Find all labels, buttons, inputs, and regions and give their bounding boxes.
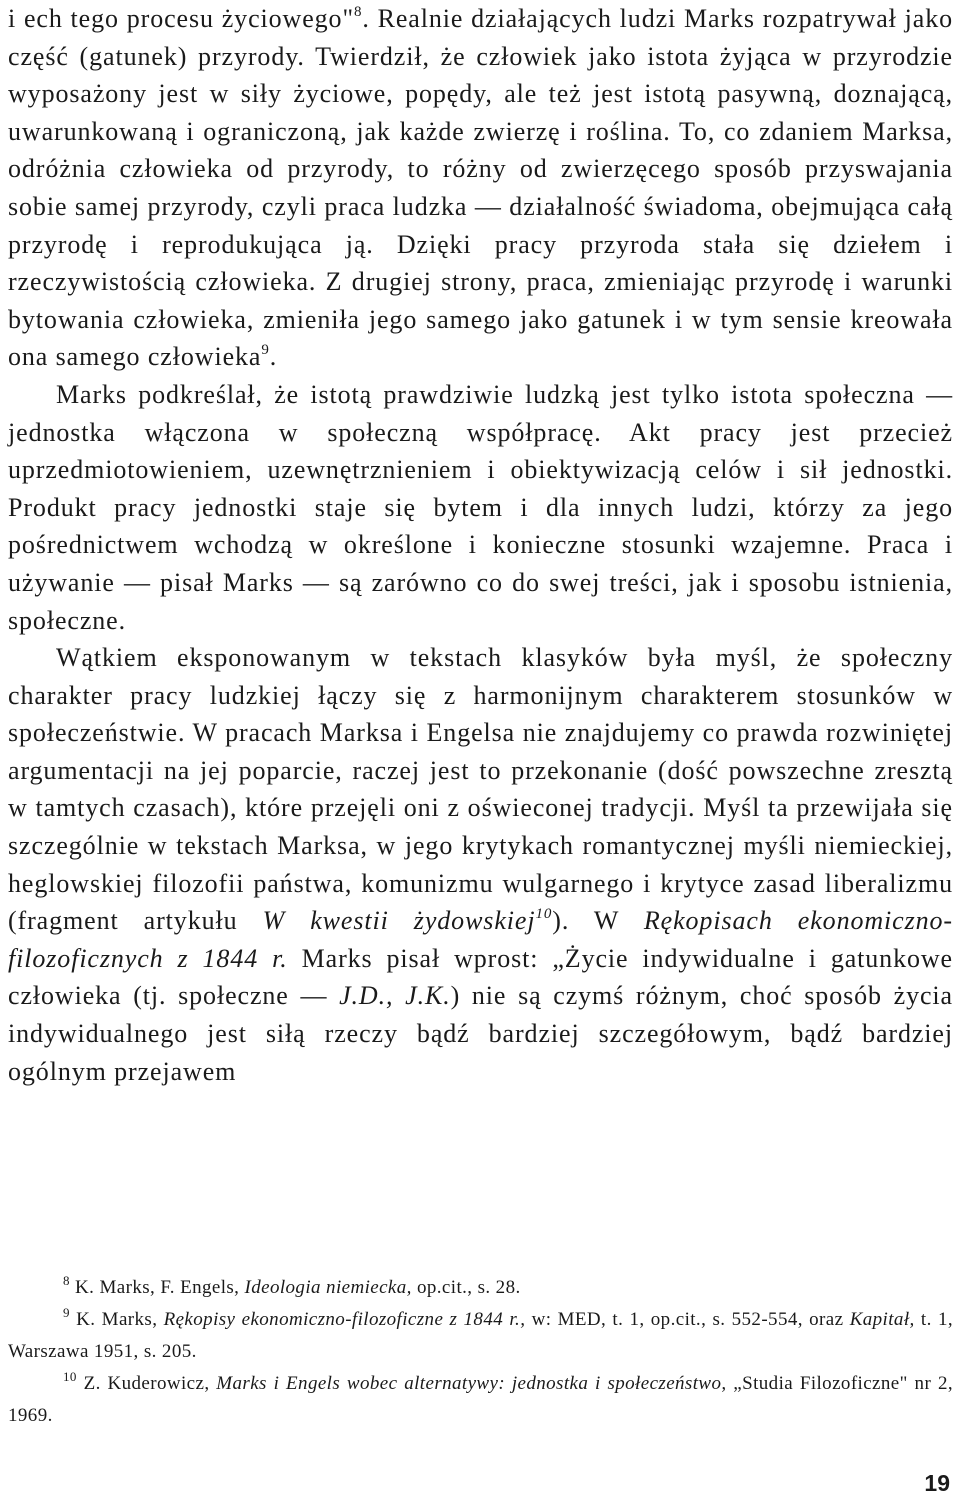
- italic-initials: J.D., J.K.: [339, 981, 451, 1011]
- paragraph-1: [8, 0, 953, 376]
- text-run: „Studia Filozoficzne" nr 2, 1969.: [8, 1373, 953, 1426]
- body-text: [8, 0, 953, 1090]
- text-run: op.cit., s. 28.: [411, 1277, 521, 1298]
- footnote-10: [8, 1368, 953, 1432]
- text-run: K. Marks,: [69, 1309, 164, 1330]
- text-run: .: [269, 342, 278, 372]
- footnote-number: 10: [63, 1369, 77, 1384]
- italic-title: Rękopisy ekonomiczno-filozoficzne z 1844 r.,: [163, 1309, 526, 1330]
- text-run: w: MED, t. 1, op.cit., s. 552-554, oraz: [525, 1309, 850, 1330]
- text-run: Marks pisał wprost: „Życie indywidualne i gatunkowe człowieka (tj. społeczne —: [8, 943, 953, 1011]
- footnote-8: [8, 1272, 953, 1304]
- text-run: t. 1, Warszawa 1951, s. 205.: [8, 1309, 954, 1362]
- italic-title: W kwestii żydowskiej: [262, 906, 536, 936]
- italic-title: Ideologia niemiecka,: [244, 1277, 412, 1298]
- footnote-number: 8: [63, 1273, 70, 1288]
- text-run: ) nie są czymś różnym, choć sposób życia indywidualnego jest siłą rzeczy bądź bardziej szczegółowym, bądź bardziej ogólnym przejawem: [8, 981, 953, 1086]
- footnote-number: 9: [63, 1305, 70, 1320]
- footnotes: [8, 1272, 953, 1432]
- footnote-ref-9: 9: [261, 342, 270, 359]
- paragraph-2: Marks podkreślał, że istotą prawdziwie ludzką jest tylko istota społeczna — jednostka włączona w społeczną współpracę. Akt pracy jest przecież uprzedmiotowieniem, uzewnętrznieniem i obiektywizacją celów i sił jednostki. Produkt pracy jednostki staje się bytem i dla innych ludzi, którzy za jego pośrednictwem wchodzą w określone i konieczne stosunki wzajemne. Praca i używanie — pisał Marks — są zarówno co do swej treści, jak i sposobu istnienia, społeczne.: [8, 379, 953, 635]
- text-run: . Realnie działających ludzi Marks rozpatrywał jako część (gatunek) przyrody. Twierdził, że człowiek jako istota żyjąca w przyrodzie wyposażony jest w siły życiowe, popędy, ale też jest istotą pasywną, doznającą, uwarunkowaną i ograniczoną, jak każde zwierzę i roślina. To, co zdaniem Marksa, odróżnia człowieka od przyrody, to różny od zwierzęcego sposób przyswajania sobie samej przyrody, czyli praca ludzka — działalność świadoma, obejmująca całą przyrodę i reprodukująca ją. Dzięki pracy przyroda stała się dziełem i rzeczywistością człowieka. Z drugiej strony, praca, zmieniając przyrodę i warunki bytowania człowieka, zmieniła jego samego jako gatunek i w tym sensie kreowała ona samego człowieka: [8, 4, 953, 372]
- footnote-ref-number: 10: [535, 906, 553, 923]
- text-run: K. Marks, F. Engels,: [69, 1277, 245, 1298]
- page-number: 19: [924, 1470, 950, 1496]
- text-run: i ech tego procesu życiowego": [8, 4, 354, 33]
- italic-title: Marks i Engels wobec alternatywy: jednostka i społeczeństwo,: [216, 1373, 727, 1394]
- text-run: Z. Kuderowicz,: [76, 1373, 217, 1394]
- footnote-ref-10: [535, 906, 552, 922]
- paragraph-3: [8, 639, 953, 1090]
- italic-title: Rękopisach ekonomiczno-filozoficznych z 1844 r.: [8, 906, 953, 973]
- text-run: Wątkiem eksponowanym w tekstach klasyków była myśl, że społeczny charakter pracy ludzkiej łączy się z harmonijnym charakterem stosunków w społeczeństwie. W pracach Marksa i Engelsa nie znajdujemy co prawda rozwiniętej argumentacji na jej poparcie, raczej jest to przekonanie (dość powszechne zresztą w tamtych czasach), które przejęli oni z oświeconej tradycji. Myśl ta przewijała się szczególnie w tekstach Marksa, w jego krytykach romantycznej myśli niemieckiej, heglowskiej filozofii państwa, komunizmu wulgarnego i krytyce zasad liberalizmu (fragment artykułu: [8, 643, 953, 936]
- italic-title: Kapitał,: [849, 1309, 915, 1330]
- footnote-9: [8, 1304, 953, 1368]
- text-run: ). W: [552, 906, 644, 936]
- footnote-ref-8: 8: [353, 4, 363, 20]
